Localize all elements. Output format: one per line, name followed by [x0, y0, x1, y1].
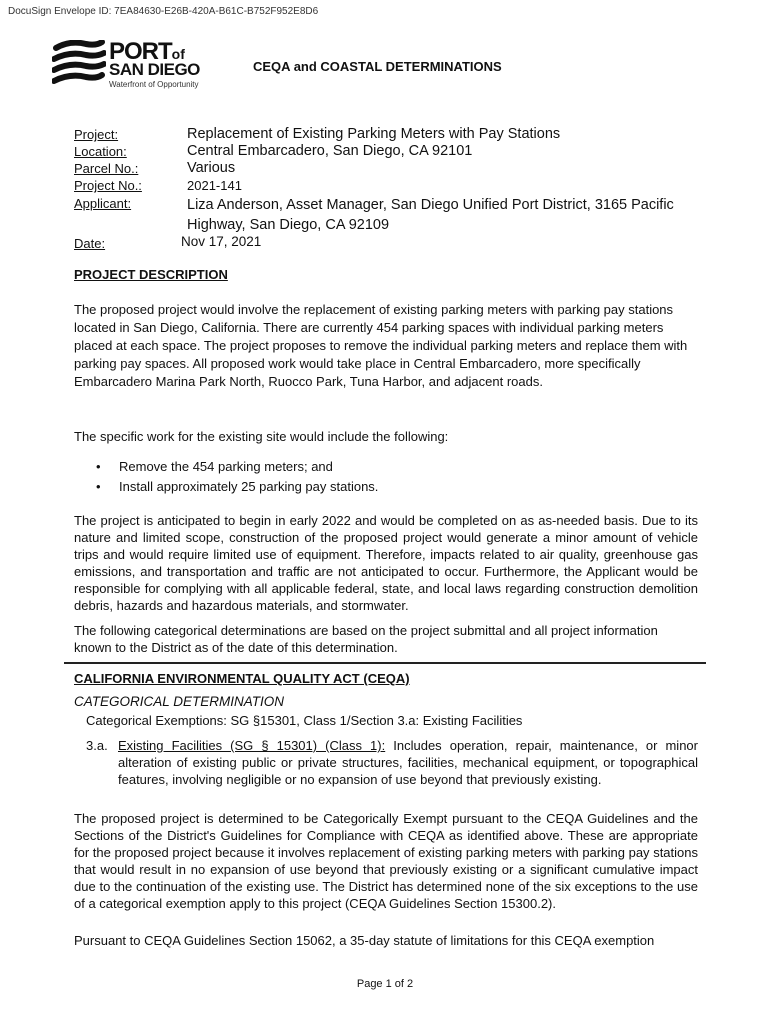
description-paragraph-2: The specific work for the existing site would include the following:: [74, 429, 449, 444]
list-item: • Remove the 454 parking meters; and: [74, 457, 378, 477]
logo-port-text: PORTof: [109, 38, 185, 65]
ceqa-paragraph-2: Pursuant to CEQA Guidelines Section 15062, a 35-day statute of limitations for this CEQA exemption: [74, 933, 655, 948]
envelope-id: DocuSign Envelope ID: 7EA84630-E26B-420A-B61C-B752F952E8D6: [8, 6, 319, 17]
logo-san-diego-text: SAN DIEGO: [109, 60, 200, 79]
project-no-label: Project No.:: [74, 178, 142, 193]
description-paragraph-1: The proposed project would involve the replacement of existing parking meters with parking pay stations located in San Diego, California. There are currently 454 parking spaces with individual parking meters placed at each space. The project proposes to remove the individual parking meters and replace them with parking pay spaces. All proposed work would take place in Central Embarcadero, more specifically Embarcadero Marina Park North, Ruocco Park, Tuna Harbor, and adjacent roads.: [74, 302, 688, 389]
parcel-value: Various: [187, 160, 236, 176]
ceqa-heading: CALIFORNIA ENVIRONMENTAL QUALITY ACT (CEQA): [74, 671, 410, 686]
port-logo: [52, 40, 212, 92]
document-title: CEQA and COASTAL DETERMINATIONS: [253, 59, 502, 74]
project-description-heading: PROJECT DESCRIPTION: [74, 267, 228, 282]
section-divider: [64, 662, 706, 664]
exemption-item-title: Existing Facilities (SG § 15301) (Class 1):: [118, 738, 386, 753]
page-number: Page 1 of 2: [356, 978, 414, 990]
exemption-item: [86, 737, 698, 788]
exemption-item-text: Includes operation, repair, maintenance, or minor alteration of existing public or private structures, facilities, mechanical equipment, or topographical features, involving negligible or no expansion of use beyond that previously existing.: [118, 738, 698, 787]
work-list: [74, 457, 378, 497]
project-no-value: 2021-141: [187, 178, 242, 193]
location-value: Central Embarcadero, San Diego, CA 92101: [187, 143, 473, 159]
applicant-label: Applicant:: [74, 196, 132, 211]
exemption-item-number: 3.a.: [86, 738, 108, 753]
categorical-determination-subheading: CATEGORICAL DETERMINATION: [74, 694, 285, 709]
date-value: Nov 17, 2021: [181, 234, 262, 249]
project-value: Replacement of Existing Parking Meters with Pay Stations: [187, 126, 561, 142]
date-label: Date:: [74, 236, 106, 251]
parcel-label: Parcel No.:: [74, 161, 139, 176]
location-label: Location:: [74, 144, 127, 159]
project-label: Project:: [74, 127, 119, 142]
description-paragraph-4: The following categorical determinations are based on the project submittal and all project information known to the District as of the date of this determination.: [74, 623, 658, 655]
ceqa-paragraph-1: The proposed project is determined to be Categorically Exempt pursuant to the CEQA Guidelines and the Sections of the District's Guidelines for Compliance with CEQA as identified above. These are appropriate for the proposed project because it involves replacement of existing parking meters with parking pay stations that would result in no expansion of use beyond that previously existing or a significant cumulative impact due to the continuation of the existing use. The District has determined none of the six exceptions to the use of a categorical exemption apply to this project (CEQA Guidelines Section 15300.2).: [74, 811, 698, 911]
categorical-exemptions: Categorical Exemptions: SG §15301, Class 1/Section 3.a: Existing Facilities: [86, 713, 523, 728]
list-item: • Install approximately 25 parking pay stations.: [74, 477, 378, 497]
description-paragraph-3: The project is anticipated to begin in early 2022 and would be completed on as as-needed basis. Due to its nature and limited scope, construction of the proposed project would generate a minor amount of vehicle trips and would require limited use of equipment. Therefore, impacts related to air quality, greenhouse gas emissions, and transportation and traffic are not anticipated to occur. Furthermore, the Applicant would be responsible for complying with all applicable federal, state, and local laws regarding construction demolition debris, hazards and hazardous materials, and stormwater.: [74, 513, 698, 613]
port-waves-icon: [52, 40, 106, 92]
applicant-value: Liza Anderson, Asset Manager, San Diego Unified Port District, 3165 Pacific Highway, San Diego, CA 92109: [187, 197, 674, 233]
logo-tagline: Waterfront of Opportunity: [109, 80, 199, 89]
